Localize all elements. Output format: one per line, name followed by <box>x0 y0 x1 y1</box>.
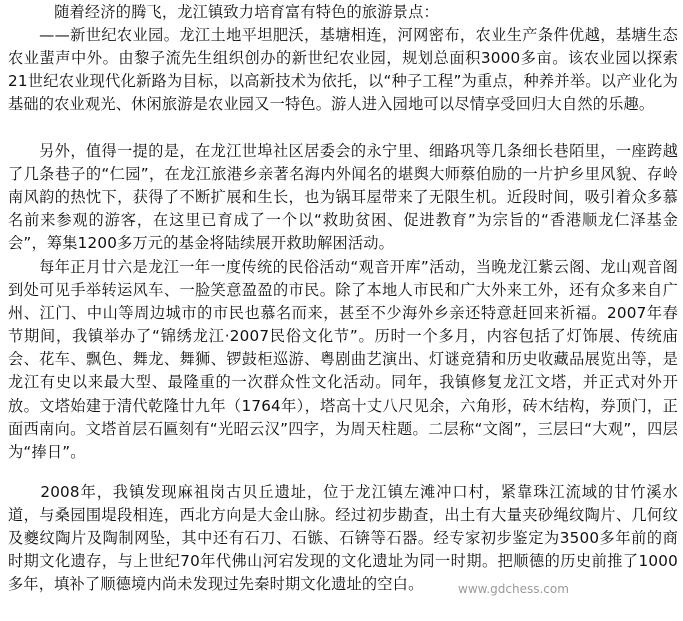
paragraph-agriculture-park: ——新世纪农业园。龙江土地平坦肥沃，基塘相连，河网密布，农业生产条件优越，基塘生态农业蜚声中外。由黎子流先生组织创办的新世纪农业园，规划总面积3000多亩。该农业园以探索21世纪农业现代化新路为目标，以高新技术为依托，以“种子工程”为重点，种养并举。以产业化为基础的农业观光、休闲旅游是农业园又一特色。游人进入园地可以尽情享受回归大自然的乐趣。 <box>8 26 678 114</box>
intro-line: 随着经济的腾飞，龙江镇致力培育富有特色的旅游景点： <box>8 3 439 21</box>
watermark: www.gdchess.com <box>458 582 569 596</box>
paragraph-ren-garden: 另外，值得一提的是，在龙江世埠社区居委会的永宁里、细路巩等几条细长巷陌里，一座跨越了几条巷子的“仁园”，在龙江旅港乡亲著名海内外闻名的堪舆大师蔡伯励的一片护乡里风貌、存岭南风韵的热忱下，获得了不断扩展和生长，也为锅耳屋带来了无限生机。近段时间，吸引着众多慕名前来参观的游客，在这里已育成了一个以“救助贫困、促进教育”为宗旨的“香港顺龙仁泽基金会”，筹集1200多万元的基金将陆续展开救助解困活动。 <box>8 142 678 253</box>
paragraph-folk-festival: 每年正月廿六是龙江一年一度传统的民俗活动“观音开库”活动，当晚龙江紫云阁、龙山观音阁到处可见手举转运风车、一脸笑意盈盈的市民。除了本地人市民和广大外来工外，还有众多来自广州、江门、中山等周边城市的市民也慕名而来，甚至不少海外乡亲还特意赶回来祈福。2007年春节期间，我镇举办了“锦绣龙江·2007民俗文化节”。历时一个多月，内容包括了灯饰展、传统庙会、花车、飘色、舞龙、舞狮、锣鼓柜巡游、粤剧曲艺演出、灯谜竞猜和历史收藏品展览出等，是龙江有史以来最大型、最隆重的一次群众性文化活动。同年，我镇修复龙江文塔，并正式对外开放。文塔始建于清代乾隆廿九年（1764年），塔高十丈八尺见余，六角形，砖木结构，券顶门，正面西南向。文塔首层石匾刻有“光昭云汉”四字，为周天柱题。二层称“文阁”，三层曰“大观”，四层为“捧日”。 <box>8 258 678 461</box>
paragraph-archaeological-site: 2008年，我镇发现麻祖岗古贝丘遗址，位于龙江镇左滩冲口村，紧靠珠江流域的甘竹溪水道，与桑园围堤段相连，西北方向是大金山脉。经过初步勘查，出土有大量夹砂绳纹陶片、几何纹及夔纹陶片及陶制网坠，其中还有石刀、石镞、石锛等石器。经专家初步鉴定为3500多年前的商时期文化遗存，与上世纪70年代佛山河宕发现的文化遗址为同一时期。把顺德的历史前推了1000多年，填补了顺德境内尚未发现过先秦时期文化遗址的空白。 <box>8 483 678 594</box>
